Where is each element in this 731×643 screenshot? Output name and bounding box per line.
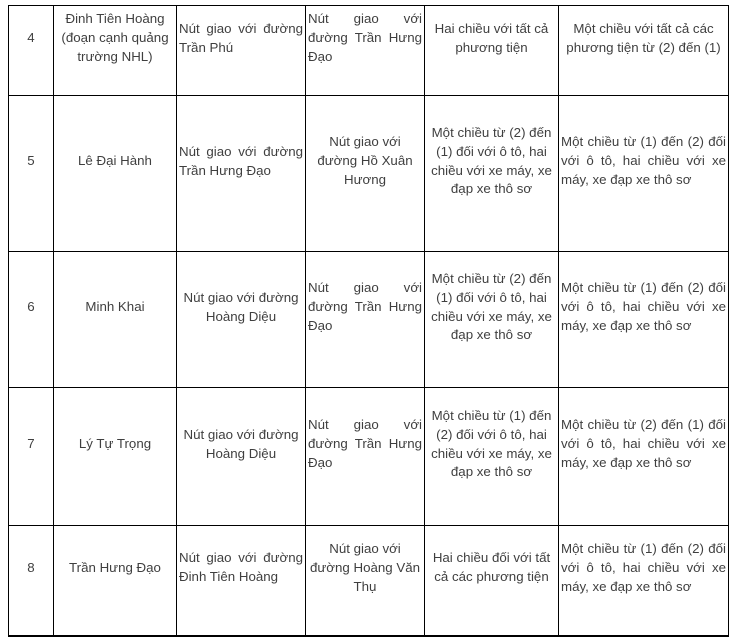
cell-direction-current: Một chiều từ (1) đến (2) đối với ô tô, hai chiều với xe máy, xe đạp xe thô sơ — [425, 388, 559, 526]
cell-intersection-end: Nút giao với đường Trần Hưng Đạo — [306, 6, 425, 96]
cell-intersection-start: Nút giao với đường Trần Hưng Đạo — [177, 96, 306, 252]
cell-street-name: Minh Khai — [54, 252, 177, 388]
cell-intersection-end: Nút giao với đường Trần Hưng Đạo — [306, 388, 425, 526]
cell-direction-adjusted: Một chiều từ (1) đến (2) đối với ô tô, hai chiều với xe máy, xe đạp xe thô sơ — [559, 96, 729, 252]
table-row — [9, 388, 729, 526]
cell-street-name: Đinh Tiên Hoàng (đoạn cạnh quảng trường NHL) — [54, 6, 177, 96]
cell-intersection-start: Nút giao với đường Hoàng Diệu — [177, 252, 306, 388]
table-row — [9, 6, 729, 96]
cell-direction-adjusted: Một chiều từ (2) đến (1) đối với ô tô, hai chiều với xe máy, xe đạp xe thô sơ — [559, 388, 729, 526]
cell-direction-adjusted: Một chiều từ (1) đến (2) đối với ô tô, hai chiều với xe máy, xe đạp xe thô sơ — [559, 526, 729, 636]
cell-intersection-end: Nút giao với đường Hồ Xuân Hương — [306, 96, 425, 252]
cell-street-name: Trần Hưng Đạo — [54, 526, 177, 636]
cell-street-name: Lý Tự Trọng — [54, 388, 177, 526]
cell-index: 7 — [9, 388, 54, 526]
cell-intersection-start: Nút giao với đường Hoàng Diệu — [177, 388, 306, 526]
cell-direction-current: Một chiều từ (2) đến (1) đối với ô tô, hai chiều với xe máy, xe đạp xe thô sơ — [425, 96, 559, 252]
cell-intersection-end: Nút giao với đường Hoàng Văn Thụ — [306, 526, 425, 636]
table-row — [9, 526, 729, 636]
street-direction-table — [8, 5, 729, 637]
cell-index: 6 — [9, 252, 54, 388]
cell-direction-current: Hai chiều với tất cả phương tiện — [425, 6, 559, 96]
cell-street-name: Lê Đại Hành — [54, 96, 177, 252]
cell-index: 5 — [9, 96, 54, 252]
cell-intersection-start: Nút giao với đường Trần Phú — [177, 6, 306, 96]
cell-direction-current: Một chiều từ (2) đến (1) đối với ô tô, hai chiều với xe máy, xe đạp xe thô sơ — [425, 252, 559, 388]
cell-index: 4 — [9, 6, 54, 96]
cell-direction-current: Hai chiều đối với tất cả các phương tiện — [425, 526, 559, 636]
table-row — [9, 252, 729, 388]
cell-intersection-start: Nút giao với đường Đinh Tiên Hoàng — [177, 526, 306, 636]
table-row — [9, 96, 729, 252]
cell-direction-adjusted: Một chiều với tất cả các phương tiện từ (2) đến (1) — [559, 6, 729, 96]
cell-intersection-end: Nút giao với đường Trần Hưng Đạo — [306, 252, 425, 388]
cell-direction-adjusted: Một chiều từ (1) đến (2) đối với ô tô, hai chiều với xe máy, xe đạp xe thô sơ — [559, 252, 729, 388]
cell-index: 8 — [9, 526, 54, 636]
